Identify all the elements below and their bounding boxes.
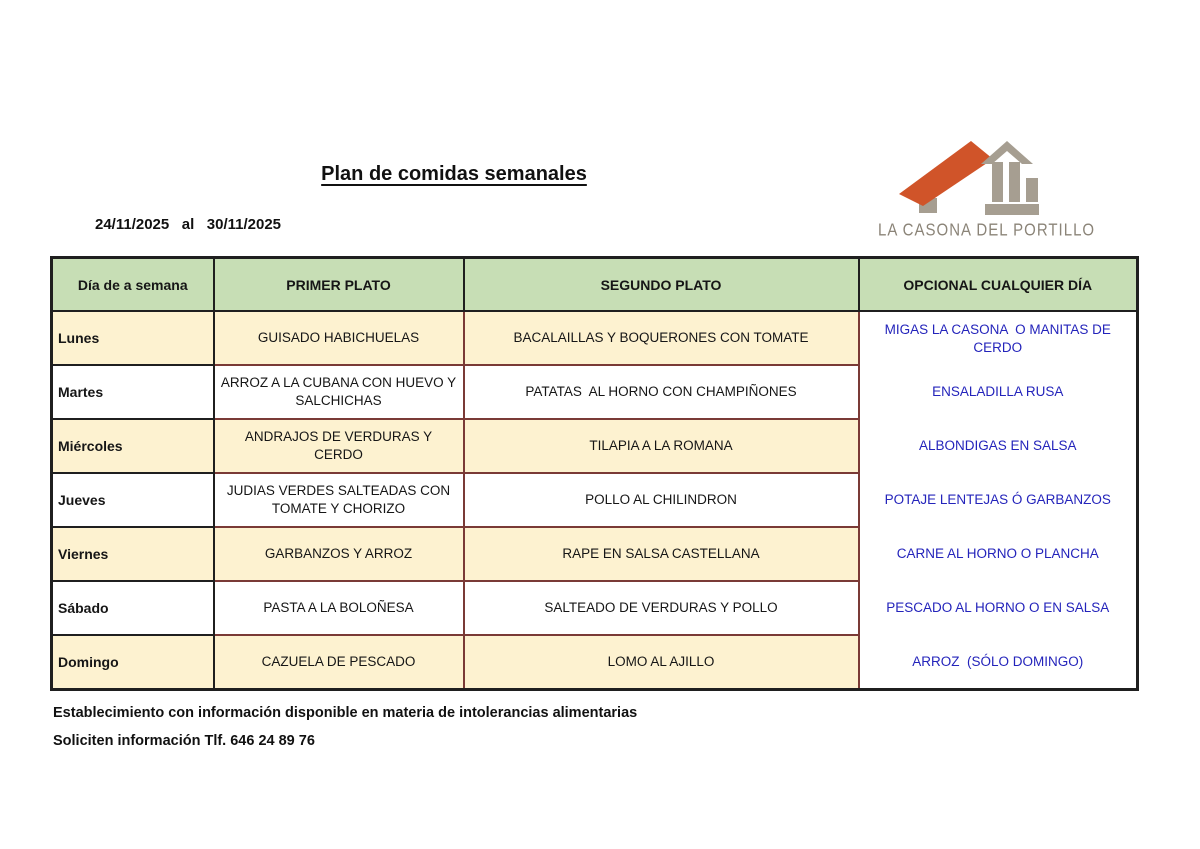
day-cell: Domingo — [52, 635, 214, 690]
day-cell: Miércoles — [52, 419, 214, 473]
segundo-plato-cell: RAPE EN SALSA CASTELLANA — [464, 527, 859, 581]
opcional-cell: PESCADO AL HORNO O EN SALSA — [859, 581, 1138, 635]
segundo-plato-cell: SALTEADO DE VERDURAS Y POLLO — [464, 581, 859, 635]
day-cell: Viernes — [52, 527, 214, 581]
header-segundo-plato: SEGUNDO PLATO — [464, 258, 859, 312]
segundo-plato-cell: TILAPIA A LA ROMANA — [464, 419, 859, 473]
day-cell: Lunes — [52, 311, 214, 365]
segundo-plato-cell: PATATAS AL HORNO CON CHAMPIÑONES — [464, 365, 859, 419]
page-title: Plan de comidas semanales — [321, 163, 587, 185]
allergen-info-text: Establecimiento con información disponible en materia de intolerancias alimentarias — [53, 705, 638, 721]
table-row-domingo — [52, 635, 1138, 690]
primer-plato-cell: PASTA A LA BOLOÑESA — [214, 581, 464, 635]
table-row-jueves — [52, 473, 1138, 527]
header-opcional: OPCIONAL CUALQUIER DÍA — [859, 258, 1138, 312]
primer-plato-cell: CAZUELA DE PESCADO — [214, 635, 464, 690]
opcional-cell: POTAJE LENTEJAS Ó GARBANZOS — [859, 473, 1138, 527]
primer-plato-cell: ARROZ A LA CUBANA CON HUEVO Y SALCHICHAS — [214, 365, 464, 419]
primer-plato-cell: JUDIAS VERDES SALTEADAS CON TOMATE Y CHORIZO — [214, 473, 464, 527]
primer-plato-cell: GUISADO HABICHUELAS — [214, 311, 464, 365]
table-row-martes — [52, 365, 1138, 419]
contact-phone-text: Soliciten información Tlf. 646 24 89 76 — [53, 733, 315, 749]
opcional-cell: ALBONDIGAS EN SALSA — [859, 419, 1138, 473]
opcional-cell: MIGAS LA CASONA O MANITAS DE CERDO — [859, 311, 1138, 365]
header-day: Día de a semana — [52, 258, 214, 312]
day-cell: Jueves — [52, 473, 214, 527]
segundo-plato-cell: BACALAILLAS Y BOQUERONES CON TOMATE — [464, 311, 859, 365]
table-row-miercoles — [52, 419, 1138, 473]
opcional-cell: ARROZ (SÓLO DOMINGO) — [859, 635, 1138, 690]
table-row-sabado — [52, 581, 1138, 635]
table-row-viernes — [52, 527, 1138, 581]
opcional-cell: CARNE AL HORNO O PLANCHA — [859, 527, 1138, 581]
header-primer-plato: PRIMER PLATO — [214, 258, 464, 312]
table-row-lunes — [52, 311, 1138, 365]
primer-plato-cell: ANDRAJOS DE VERDURAS Y CERDO — [214, 419, 464, 473]
header-row — [52, 258, 1138, 312]
day-cell: Martes — [52, 365, 214, 419]
primer-plato-cell: GARBANZOS Y ARROZ — [214, 527, 464, 581]
weekly-menu-table — [50, 256, 1139, 691]
segundo-plato-cell: LOMO AL AJILLO — [464, 635, 859, 690]
logo-text: LA CASONA DEL PORTILLO — [878, 220, 1096, 241]
segundo-plato-cell: POLLO AL CHILINDRON — [464, 473, 859, 527]
date-range: 24/11/2025 al 30/11/2025 — [95, 216, 282, 233]
opcional-cell: ENSALADILLA RUSA — [859, 365, 1138, 419]
day-cell: Sábado — [52, 581, 214, 635]
house-logo-icon — [895, 138, 1045, 220]
company-logo — [878, 138, 1096, 241]
